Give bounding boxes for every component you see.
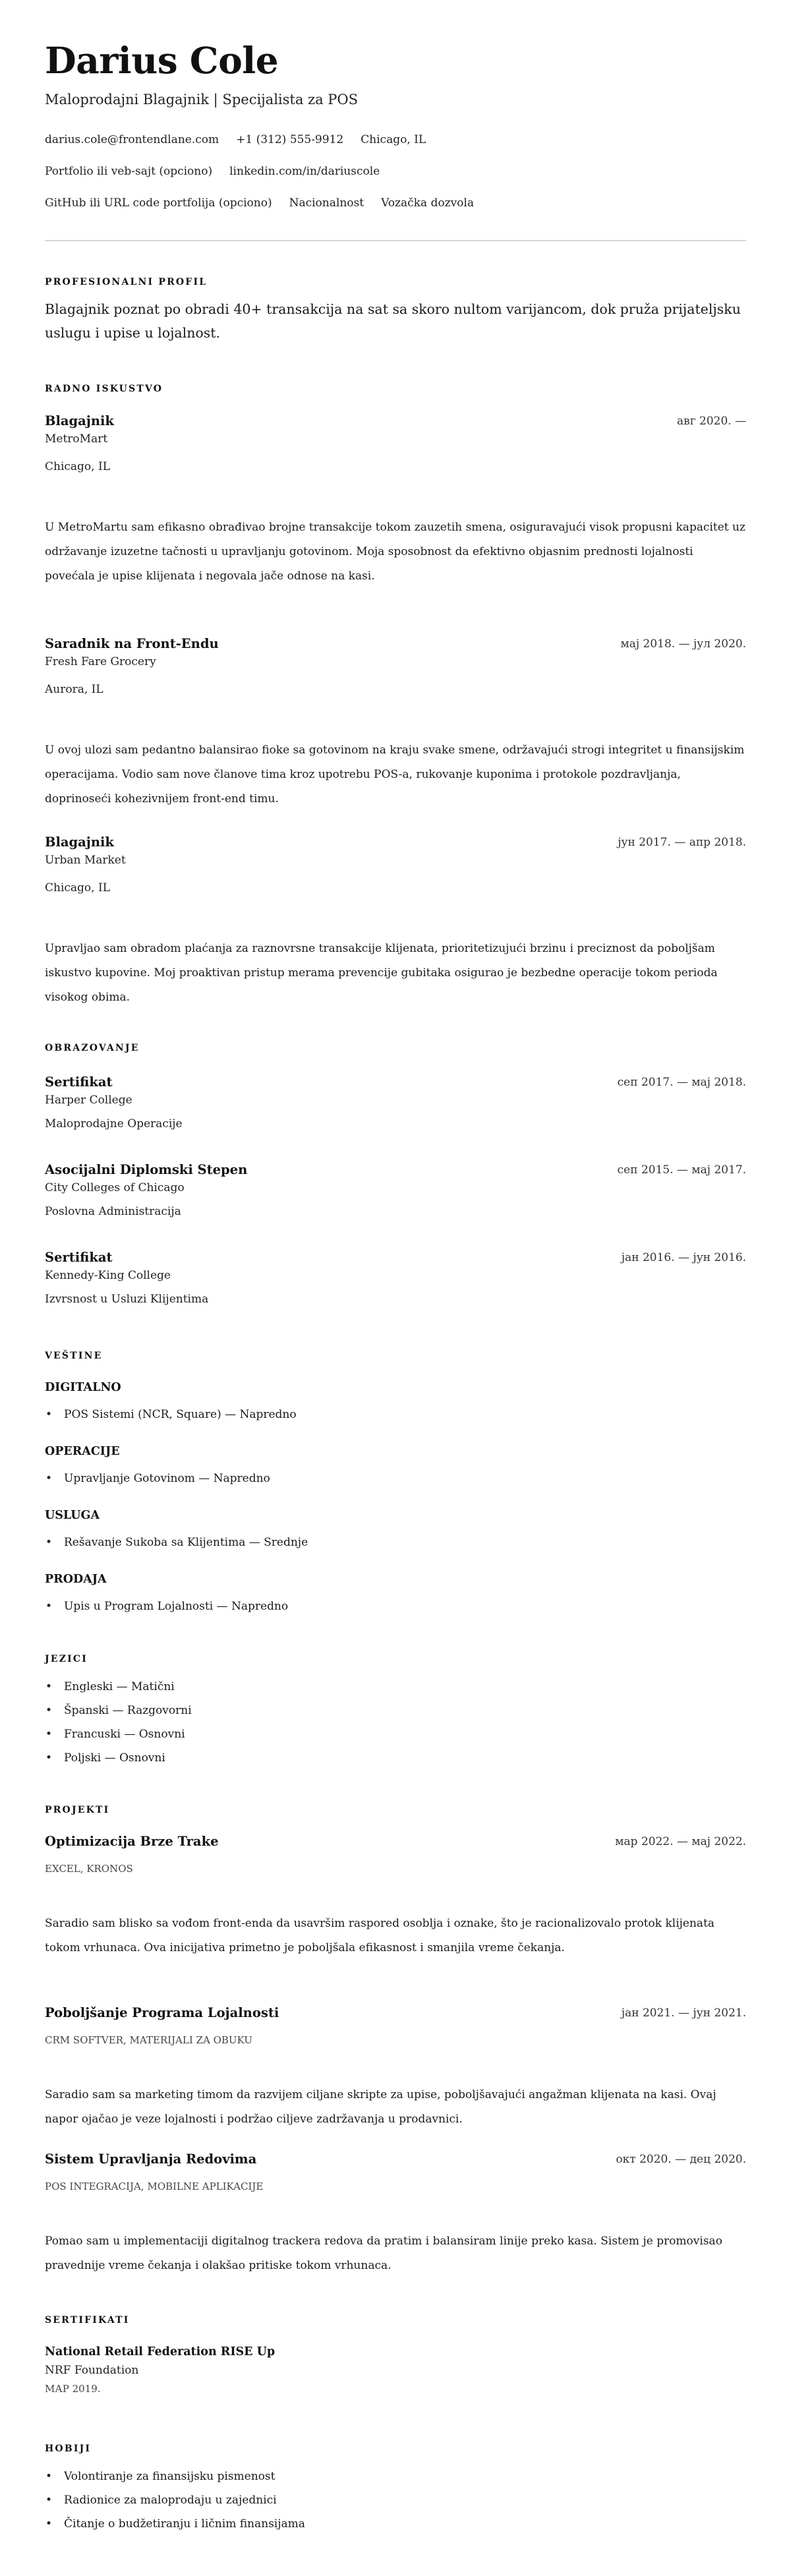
skill-category: PRODAJA bbox=[45, 1573, 107, 1586]
degree: Sertifikat bbox=[45, 1250, 113, 1265]
skill-list bbox=[45, 1467, 270, 1490]
job-title: Saradnik na Front-Endu bbox=[45, 636, 219, 651]
project-description: Pomao sam u implementaciji digitalnog trackera redova da pratim i balansiram linije preko kasa. Sistem je promovisao pravednije vreme čekanja i olakšao pritiske tokom vrhunaca. bbox=[45, 2235, 722, 2272]
education-date: јан 2016. — јун 2016. bbox=[621, 1251, 746, 1264]
contact-row-3 bbox=[45, 194, 491, 212]
language-item: • Francuski — Osnovni bbox=[45, 1722, 192, 1746]
job-location: Chicago, IL bbox=[45, 460, 110, 473]
certification-title: National Retail Federation RISE Up bbox=[45, 2345, 276, 2358]
skill-item: • POS Sistemi (NCR, Square) — Napredno bbox=[45, 1403, 297, 1426]
section-heading-education: OBRAZOVANJE bbox=[45, 1043, 140, 1053]
project-title: Sistem Upravljanja Redovima bbox=[45, 2152, 257, 2167]
language-item: • Španski — Razgovorni bbox=[45, 1699, 192, 1722]
job-title: Blagajnik bbox=[45, 413, 114, 428]
field-of-study: Poslovna Administracija bbox=[45, 1205, 181, 1218]
contact-row-1 bbox=[45, 131, 443, 148]
project-date: јан 2021. — јун 2021. bbox=[621, 2006, 746, 2020]
experience-item bbox=[45, 635, 746, 698]
job-description: U ovoj ulozi sam pedantno balansirao fioke sa gotovinom na kraju svake smene, održavajući strogi integritet u finansijskim operacijama. Vodio sam nove članove tima kroz upotrebu POS-a, rukovanje kuponima i protokole pozdravljanja, doprinoseći kohezivnijem front-end timu. bbox=[45, 744, 745, 805]
skill-list bbox=[45, 1531, 308, 1554]
job-company: Fresh Fare Grocery bbox=[45, 655, 156, 668]
contact-portfolio[interactable]: Portfolio ili veb-sajt (opciono) bbox=[45, 165, 213, 178]
contact-email[interactable]: darius.cole@frontendlane.com bbox=[45, 133, 220, 146]
project-description: Saradio sam sa marketing timom da razvijem ciljane skripte za upise, poboljšavajući angažman klijenata na kasi. Ovaj napor ojačao je veze lojalnosti i podržao ciljeve zadržavanja u prodavnici. bbox=[45, 2088, 717, 2126]
certification-issuer: NRF Foundation bbox=[45, 2364, 139, 2377]
skill-category: USLUGA bbox=[45, 1509, 100, 1522]
certification-date: МАР 2019. bbox=[45, 2383, 101, 2395]
hobby-list bbox=[45, 2465, 305, 2536]
job-company: Urban Market bbox=[45, 854, 126, 867]
job-title: Blagajnik bbox=[45, 834, 114, 850]
job-date: авг 2020. — bbox=[676, 415, 746, 428]
project-tech: CRM SOFTVER, MATERIJALI ZA OBUKU bbox=[45, 2034, 252, 2046]
project-date: окт 2020. — дец 2020. bbox=[616, 2153, 746, 2166]
skill-item: • Rešavanje Sukoba sa Klijentima — Srednje bbox=[45, 1531, 308, 1554]
job-description: U MetroMartu sam efikasno obrađivao brojne transakcije tokom zauzetih smena, osiguravajući visok propusni kapacitet uz održavanje izuzetne tačnosti u upravljanju gotovinom. Moja sposobnost da efektivno objasnim prednosti lojalnosti povećala je upise klijenata i negovala jače odnose na kasi. bbox=[45, 521, 746, 583]
degree: Asocijalni Diplomski Stepen bbox=[45, 1162, 248, 1177]
candidate-subtitle: Maloprodajni Blagajnik | Specijalista za POS bbox=[45, 92, 359, 107]
education-item bbox=[45, 1161, 746, 1220]
contact-row-2 bbox=[45, 163, 397, 180]
skill-item: • Upravljanje Gotovinom — Napredno bbox=[45, 1467, 270, 1490]
language-list bbox=[45, 1675, 192, 1770]
contact-linkedin[interactable]: linkedin.com/in/dariuscole bbox=[229, 165, 380, 178]
section-heading-languages: JEZICI bbox=[45, 1654, 88, 1664]
project-title: Optimizacija Brze Trake bbox=[45, 1834, 219, 1849]
hobby-item: • Radionice za maloprodaju u zajednici bbox=[45, 2488, 305, 2512]
section-heading-hobbies: HOBIJI bbox=[45, 2444, 92, 2454]
skill-list bbox=[45, 1595, 288, 1618]
skill-category: DIGITALNO bbox=[45, 1381, 121, 1394]
profile-summary: Blagajnik poznat po obradi 40+ transakcija na sat sa skoro nultom varijancom, dok pruža prijateljsku uslugu i upise u lojalnost. bbox=[45, 301, 741, 341]
school: Kennedy-King College bbox=[45, 1269, 171, 1282]
project-description: Saradio sam blisko sa vođom front-enda da usavršim raspored osoblja i oznake, što je racionalizovalo protok klijenata tokom vrhunaca. Ova inicijativa primetno je poboljšala efikasnost i smanjila vreme čekanja. bbox=[45, 1917, 715, 1954]
contact-github[interactable]: GitHub ili URL code portfolija (opciono) bbox=[45, 196, 272, 210]
section-heading-projects: PROJEKTI bbox=[45, 1805, 110, 1815]
project-date: мар 2022. — мај 2022. bbox=[615, 1835, 746, 1848]
project-tech: EXCEL, KRONOS bbox=[45, 1863, 133, 1875]
project-item bbox=[45, 1832, 746, 1876]
contact-location: Chicago, IL bbox=[361, 133, 426, 146]
project-item bbox=[45, 2150, 746, 2194]
project-tech: POS INTEGRACIJA, MOBILNE APLIKACIJE bbox=[45, 2181, 264, 2192]
job-date: јун 2017. — апр 2018. bbox=[618, 836, 746, 849]
degree: Sertifikat bbox=[45, 1074, 113, 1090]
language-item: • Poljski — Osnovni bbox=[45, 1746, 192, 1770]
project-title: Poboljšanje Programa Lojalnosti bbox=[45, 2005, 279, 2020]
job-date: мај 2018. — јул 2020. bbox=[620, 637, 746, 651]
experience-item bbox=[45, 412, 746, 475]
hobby-item: • Čitanje o budžetiranju i ličnim finansijama bbox=[45, 2512, 305, 2536]
section-heading-experience: RADNO ISKUSTVO bbox=[45, 384, 163, 394]
job-location: Chicago, IL bbox=[45, 881, 110, 894]
candidate-name: Darius Cole bbox=[45, 39, 279, 82]
field-of-study: Izvrsnost u Usluzi Klijentima bbox=[45, 1293, 209, 1306]
section-heading-profile: PROFESIONALNI PROFIL bbox=[45, 277, 208, 287]
school: City Colleges of Chicago bbox=[45, 1181, 185, 1194]
job-company: MetroMart bbox=[45, 432, 108, 446]
job-location: Aurora, IL bbox=[45, 683, 103, 696]
contact-phone[interactable]: +1 (312) 555-9912 bbox=[236, 133, 344, 146]
section-heading-certifications: SERTIFIKATI bbox=[45, 2315, 130, 2326]
skill-item: • Upis u Program Lojalnosti — Napredno bbox=[45, 1595, 288, 1618]
header-divider bbox=[45, 240, 746, 241]
hobby-item: • Volontiranje za finansijsku pismenost bbox=[45, 2465, 305, 2488]
contact-drivers-license: Vozačka dozvola bbox=[381, 196, 474, 210]
certification-item bbox=[45, 2343, 746, 2397]
section-heading-skills: VEŠTINE bbox=[45, 1351, 103, 1361]
skill-category: OPERACIJE bbox=[45, 1445, 120, 1458]
language-item: • Engleski — Matični bbox=[45, 1675, 192, 1699]
contact-nationality: Nacionalnost bbox=[289, 196, 365, 210]
education-item bbox=[45, 1073, 746, 1132]
job-description: Upravljao sam obradom plaćanja za raznovrsne transakcije klijenata, prioritetizujući brzinu i preciznost da poboljšam iskustvo kupovine. Moj proaktivan pristup merama prevencije gubitaka osigurao je bezbedne operacije tokom perioda visokog obima. bbox=[45, 942, 718, 1004]
education-item bbox=[45, 1248, 746, 1308]
project-item bbox=[45, 2004, 746, 2047]
experience-item bbox=[45, 833, 746, 896]
field-of-study: Maloprodajne Operacije bbox=[45, 1117, 183, 1130]
education-date: сеп 2015. — мај 2017. bbox=[617, 1163, 746, 1177]
school: Harper College bbox=[45, 1094, 132, 1107]
education-date: сеп 2017. — мај 2018. bbox=[617, 1076, 746, 1089]
skill-list bbox=[45, 1403, 297, 1426]
